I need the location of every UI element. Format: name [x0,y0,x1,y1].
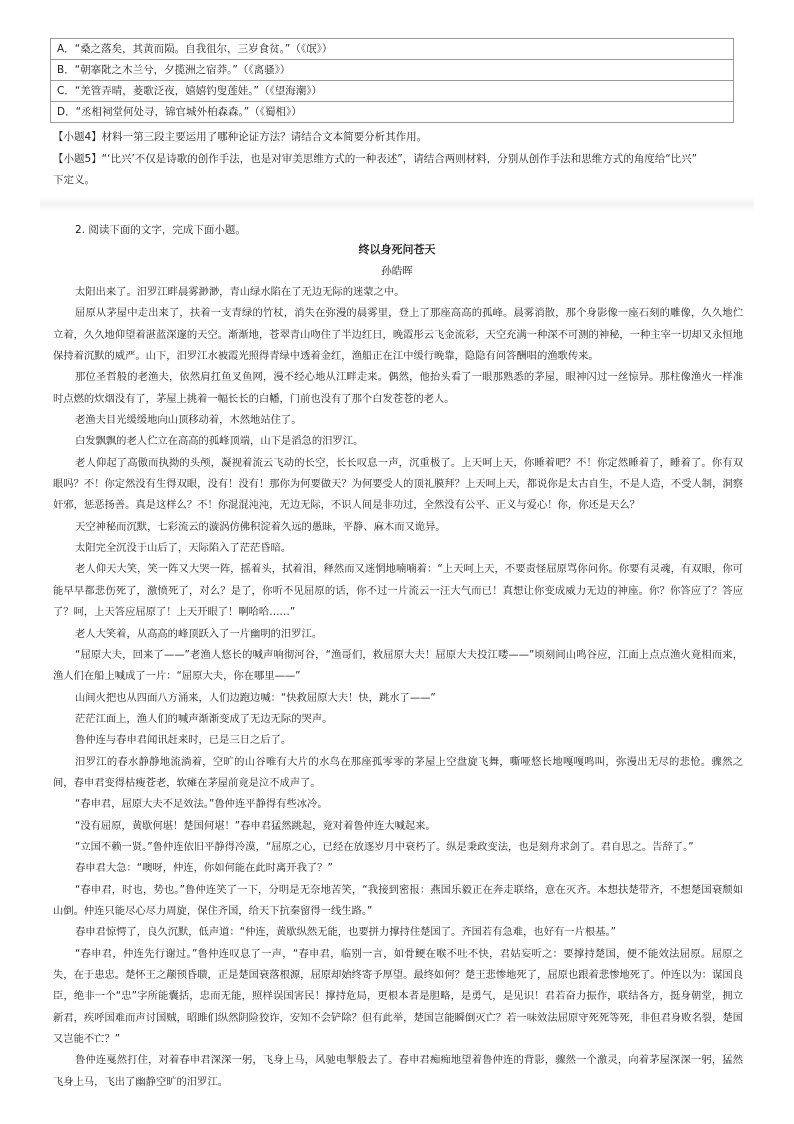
passage-paragraph: 鲁仲连戛然打住，对着春申君深深一躬，飞身上马，风驰电掣般去了。春申君痴痴地望着鲁仲连的背影，骤然一个激灵，向着茅屋深深一躬，猛然飞身上马，飞出了幽静空旷的汨罗江。 [53,1054,743,1088]
passage-paragraph: 老人仰天大笑，笑一阵又大哭一阵，摇着头，拭着泪，释然而又迷惘地喃喃着：“上天呵上天，不要责怪屈原骂你问你。你要有灵魂，有双眼，你可能早早都悲伤死了，激愤死了，对么？是了，你听不见屈原的话，你不过一片流云一汪大气而已！真想让你变成威力无边的神座。你？你答应了？答应了？呵，上天答应屈原了！上天开眼了！啊哈哈……” [53,563,743,619]
passage-paragraph: 老渔夫目光缓缓地向山顶移动着，木然地站住了。 [75,414,302,427]
option-text: “桑之落矣，其黄而陨。自我徂尔，三岁食贫。”（《氓》） [74,43,333,55]
passage-paragraph: 屈原从茅屋中走出来了，扶着一支青绿的竹杖，消失在弥漫的晨雾里，登上了那座高高的孤峰。晨雾消散，那个身影像一座石刻的雕像，久久地伫立着，久久地仰望着湛蓝深邃的天空。渐渐地，苍翠青山吻住了半边红日，晚霞彤云飞金流彩，天空充满一种深不可测的神秘，一种主宰一切却又永恒地保持着沉默的威严。山下，汨罗江水被霞光照得青绿中透着金红，渔船正在江中缓行晚靠，隐隐有问答酬唱的渔歌传来。 [53,307,743,363]
passage-paragraph: 太阳完全沉没于山后了，天际陷入了茫茫昏暗。 [75,542,292,555]
passage-paragraph: 太阳出来了。汨罗江畔晨雾渺渺，青山绿水陷在了无边无际的迷蒙之中。 [75,286,405,298]
option-text: “朝搴阰之木兰兮，夕揽洲之宿莽。”（《离骚》） [74,64,291,76]
passage-paragraph: 鲁仲连与春申君闻讯赶来时，已是三日之后了。 [75,734,292,747]
section-divider [40,197,754,211]
passage-paragraph: 汨罗江的春水静静地流淌着，空旷的山谷唯有大片的水鸟在那座孤零零的茅屋上空盘旋飞舞，嘶哑悠长地嘎嘎鸣叫，弥漫出无尽的悲怆。骤然之间，春申君变得枯瘦苍老，软瘫在茅屋前竟是泣不成声了。 [53,755,743,789]
option-cell [51,102,734,123]
option-text: “羌管弄晴，菱歌泛夜，嬉嬉钓叟莲娃。”（《望海潮》） [74,85,322,97]
question-4: 【小题4】材料一第三段主要运用了哪种论证方法？请结合文本简要分析其作用。 [53,131,428,143]
option-text: “丞相祠堂何处寻，锦官城外柏森森。”（《蜀相》） [75,106,302,118]
passage-paragraph: “没有屈原，黄歇何堪！楚国何堪！”春申君猛然跳起，竟对着鲁仲连大喊起来。 [75,819,436,832]
passage-author: 孙皓晖 [381,265,413,277]
passage-paragraph: 春申君惊愕了，良久沉默，低声道：“仲连，黄歇纵然无能，也要拼力撑持住楚国了。齐国若有急难，也好有一片根基。” [75,926,616,939]
passage-paragraph: 老人大笑着，从高高的峰顶跃入了一片幽明的汨罗江。 [75,627,323,640]
option-label: C． [57,85,75,97]
option-row [51,81,734,102]
passage-paragraph: 那位圣哲般的老渔夫，依然肩扛鱼叉鱼网，漫不经心地从江畔走来。偶然，他抬头看了一眼那熟悉的茅屋，眼神闪过一丝惊异。那柱像渔火一样准时点燃的炊烟没有了，茅屋上挑着一幅长长的白幡，门前也没有了那个白发苍苍的老人。 [53,371,743,405]
option-row [51,39,734,60]
passage-paragraph: 老人仰起了高傲而执拗的头颅，凝视着流云飞动的长空，长长叹息一声，沉重极了。上天呵上天，你睡着吧？不！你定然睡着了，睡着了。你有双眼吗？不！你定然没有生得双眼，没有！没有！那你为何要做天？为何要受人的顶礼膜拜？上天呵上天，都说你是太古自生，不是人造，不受人制，洞察奸邪，惩恶扬善。真是这样么？不！你混混沌沌，无边无际，不识人间是非功过，全然没有公平、正义与爱心！你，你还是天么？ [53,456,743,512]
option-cell [51,81,734,102]
passage-paragraph: 白发飘飘的老人伫立在高高的孤峰顶端，山下是滔急的汨罗江。 [75,435,364,448]
passage-paragraph: “春申君，时也，势也。”鲁仲连笑了一下，分明是无奈地苦笑，“我接到密报：燕国乐毅正在奔走联络，意在灭齐。本想扶楚带齐，不想楚国衰颓如山倒。仲连只能尽心尽力周旋，保住齐国，给天下抗秦留得一线生路。” [53,883,743,917]
option-cell [51,60,734,81]
passage-paragraph: 天空神秘而沉默，七彩流云的漩涡仿佛积淀着久远的愚昧，平静、麻木而又诡异。 [75,520,446,533]
option-row [51,60,734,81]
option-label: A． [57,43,75,55]
passage-paragraph: “屈原大夫，回来了——”老渔人悠长的喊声响彻河谷，“渔哥们，救屈原大夫！屈原大夫投江喽——”顷刻间山鸣谷应，江面上点点渔火竟相而来，渔人们在船上喊成了一片：“屈原大夫，你在哪里——” [53,648,743,683]
option-label: B． [57,64,75,76]
passage-paragraph: “春申君，仲连先行谢过。”鲁仲连叹息了一声，“春申君，临别一言，如骨鲠在喉不吐不快，君姑妄听之：要撑持楚国，便不能效法屈原。屈原之失，在于患忠。楚怀王之颟顸昏聩，正是楚国衰落根源，屈原却始终寄予厚望。最终如何？楚王悲惨地死了，屈原也跟着悲惨地死了。仲连以为：谋国良臣，绝非一个“忠”字所能囊括，忠而无能，照样误国害民！撑持危局，更根本者是胆略，是勇气，是见识！君若奋力振作，联结各方，挺身朝堂，拥立新君，疾呼国难而声讨国贼，昭雎们纵然阴险狡诈，安知不会铲除？但有此举，楚国岂能瞬倒灭亡？若一味效法屈原守死死等死，非但君身败名裂，楚国又岂能不亡？” [53,947,743,1046]
options-table [50,38,734,123]
passage-paragraph: 山间火把也从四面八方涌来，人们边跑边喊：“快救屈原大夫！快，跳水了——” [75,691,436,704]
option-cell [51,39,734,60]
passage-title: 终以身死问苍天 [358,243,436,256]
passage-paragraph: 春申君大急：“噢呀，仲连，你如何能在此时离开我了？” [75,862,333,875]
question-5-line1: 【小题5】“‘比兴’不仅是诗歌的创作手法，也是对审美思维方式的一种表述”，请结合两则材料，分别从创作手法和思维方式的角度给“比兴” [53,153,698,165]
passage-paragraph: “春申君，屈原大夫不足效法。”鲁仲连平静得有些冰冷。 [75,798,328,811]
question-5-line2: 下定义。 [53,174,95,186]
passage-body [53,282,743,1093]
passage-paragraph: “立国不赖一贤。”鲁仲连依旧平静得冷漠，“屈原之心，已经在放逐岁月中衰朽了。纵是秉政变法，也是刻舟求剑了。君自思之。告辞了。” [75,840,694,853]
passage-paragraph: 茫茫江面上，渔人们的喊声渐渐变成了无边无际的哭声。 [75,712,333,725]
option-label: D． [57,106,76,118]
reading-instruction: 2. 阅读下面的文字，完成下面小题。 [75,224,246,236]
option-row [51,102,734,123]
